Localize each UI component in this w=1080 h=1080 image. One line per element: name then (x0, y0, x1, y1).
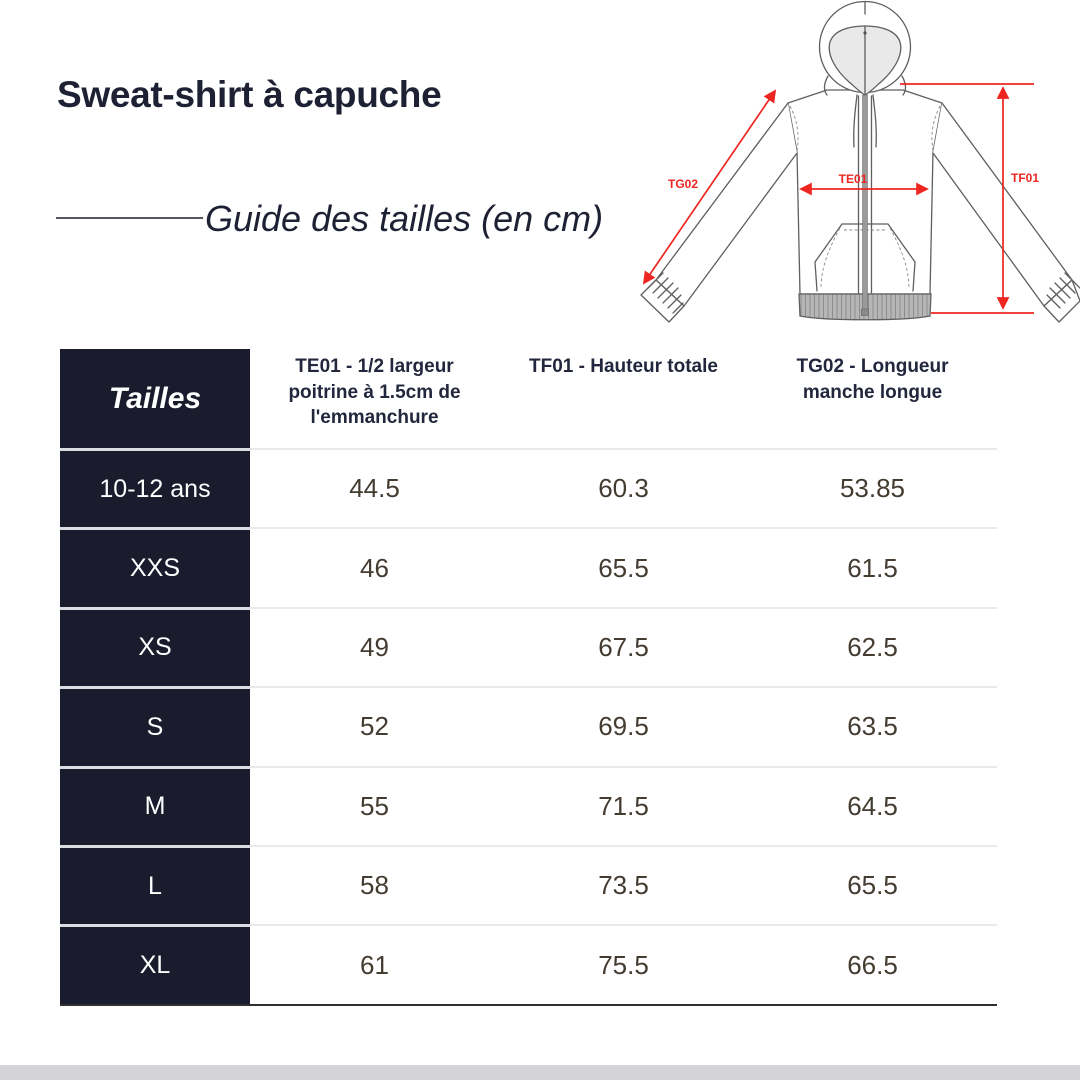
size-cell: 10-12 ans (60, 448, 250, 527)
size-cell: S (60, 686, 250, 765)
value-cell: 64.5 (748, 766, 997, 845)
value-cell: 61 (250, 924, 499, 1003)
page-title: Sweat-shirt à capuche (57, 74, 442, 115)
value-cell: 63.5 (748, 686, 997, 765)
column-header-tf01: TF01 - Hauteur totale (499, 349, 748, 448)
value-cell: 62.5 (748, 607, 997, 686)
value-cell: 46 (250, 527, 499, 606)
size-cell: L (60, 845, 250, 924)
table-corner-header: Tailles (60, 349, 250, 448)
size-table (60, 349, 997, 1006)
size-cell: XL (60, 924, 250, 1003)
value-cell: 60.3 (499, 448, 748, 527)
size-cell: XS (60, 607, 250, 686)
column-header-tg02: TG02 - Longueur manche longue (748, 349, 997, 448)
value-cell: 49 (250, 607, 499, 686)
hoodie-left-sleeve (656, 103, 797, 306)
value-cell: 58 (250, 845, 499, 924)
chest-measure-label: TE01 (838, 172, 868, 186)
size-cell: XXS (60, 527, 250, 606)
hoodie-zipper (863, 95, 868, 313)
value-cell: 71.5 (499, 766, 748, 845)
value-cell: 44.5 (250, 448, 499, 527)
subtitle-divider (56, 217, 203, 219)
bottom-gray-bar (0, 1065, 1080, 1080)
value-cell: 66.5 (748, 924, 997, 1003)
value-cell: 53.85 (748, 448, 997, 527)
page-subtitle: Guide des tailles (en cm) (205, 198, 604, 239)
value-cell: 52 (250, 686, 499, 765)
value-cell: 65.5 (499, 527, 748, 606)
column-header-te01: TE01 - 1/2 largeur poitrine à 1.5cm de l'emmanchure (250, 349, 499, 448)
sleeve-measure-label: TG02 (667, 177, 699, 191)
value-cell: 69.5 (499, 686, 748, 765)
value-cell: 55 (250, 766, 499, 845)
value-cell: 65.5 (748, 845, 997, 924)
size-cell: M (60, 766, 250, 845)
value-cell: 61.5 (748, 527, 997, 606)
value-cell: 75.5 (499, 924, 748, 1003)
hoodie-measurement-diagram (620, 0, 1080, 330)
height-measure-label: TF01 (1011, 171, 1040, 185)
value-cell: 73.5 (499, 845, 748, 924)
value-cell: 67.5 (499, 607, 748, 686)
